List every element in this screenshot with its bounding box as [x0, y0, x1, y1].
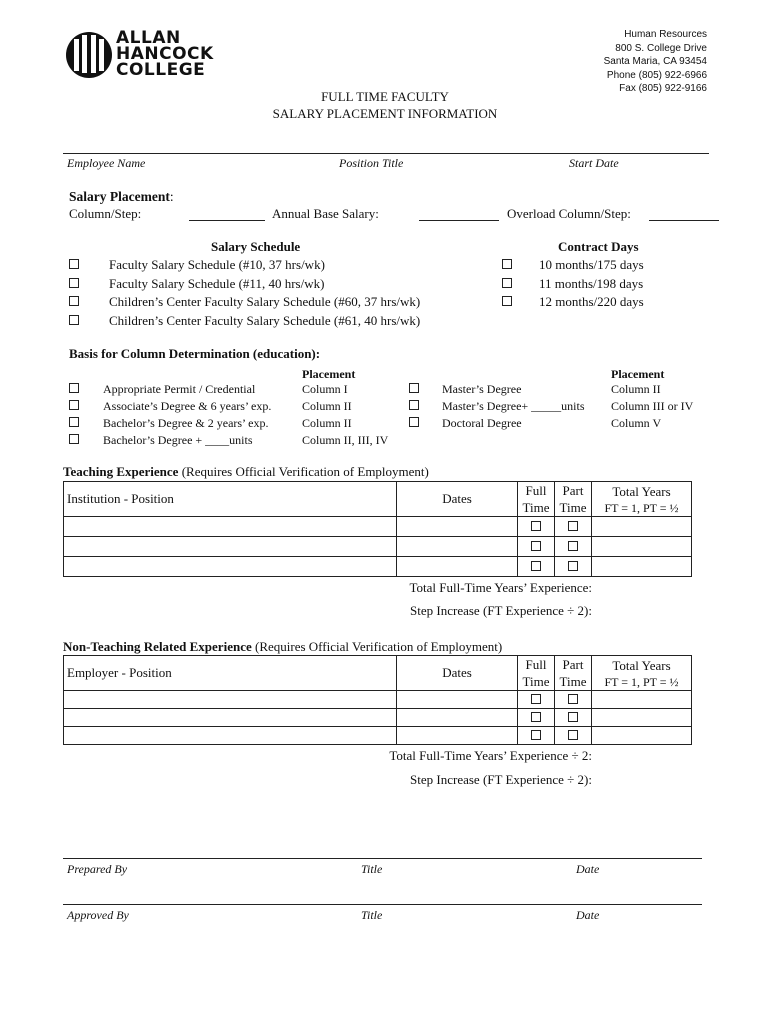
checkbox[interactable]: [568, 521, 578, 531]
checkbox[interactable]: [69, 296, 79, 306]
col-total-line1: Total Years: [612, 658, 671, 673]
basis-option[interactable]: [69, 415, 399, 432]
checkbox[interactable]: [568, 694, 578, 704]
nonteaching-table: [63, 655, 692, 745]
checkbox[interactable]: [69, 315, 79, 325]
nonteaching-heading-note: (Requires Official Verification of Employment): [251, 639, 503, 654]
basis-option-label: Master’s Degree: [442, 382, 522, 396]
col-dates: Dates: [397, 656, 518, 691]
approved-signature-line[interactable]: [63, 904, 702, 905]
full-time-cell: [518, 517, 555, 537]
schedule-option[interactable]: [69, 293, 420, 312]
total-years-cell[interactable]: [592, 727, 692, 745]
contract-days-list: [502, 256, 644, 312]
total-years-cell[interactable]: [592, 691, 692, 709]
checkbox[interactable]: [531, 561, 541, 571]
table-row: [64, 727, 692, 745]
nonteaching-total-label: Total Full-Time Years’ Experience ÷ 2:: [389, 748, 592, 763]
prepared-title-label: Title: [361, 862, 383, 876]
col-part-line1: Part: [562, 483, 584, 498]
annual-salary-field[interactable]: [419, 220, 499, 221]
teaching-total-label: Total Full-Time Years’ Experience:: [409, 580, 592, 595]
full-time-cell: [518, 709, 555, 727]
col-institution: Institution - Position: [64, 482, 397, 517]
checkbox[interactable]: [568, 712, 578, 722]
col-full-line1: Full: [525, 657, 547, 672]
checkbox[interactable]: [409, 417, 419, 427]
approved-by-label: Approved By: [67, 908, 129, 922]
column-step-field[interactable]: [189, 220, 265, 221]
checkbox[interactable]: [568, 541, 578, 551]
basis-option-label: Master’s Degree+ _____units: [442, 399, 585, 413]
position-title-label: Position Title: [339, 156, 404, 170]
approved-date-label: Date: [576, 908, 600, 922]
part-time-cell: [555, 557, 592, 577]
basis-option[interactable]: [69, 398, 399, 415]
contract-option-label: 11 months/198 days: [539, 275, 644, 291]
salary-placement-heading: [69, 189, 174, 205]
contact-city: Santa Maria, CA 93454: [603, 56, 707, 67]
basis-heading: Basis for Column Determination (education):: [69, 346, 321, 361]
col-full-time: [518, 482, 555, 517]
institution-cell[interactable]: [64, 517, 397, 537]
col-total-line2: FT = 1, PT = ½: [604, 501, 679, 515]
overload-label: Overload Column/Step:: [507, 206, 631, 221]
full-time-cell: [518, 557, 555, 577]
checkbox[interactable]: [531, 694, 541, 704]
employer-cell[interactable]: [64, 727, 397, 745]
schedule-option-label: Faculty Salary Schedule (#10, 37 hrs/wk): [109, 257, 325, 272]
basis-placement: Column III or IV: [611, 399, 694, 413]
total-years-cell[interactable]: [592, 557, 692, 577]
checkbox[interactable]: [502, 296, 512, 306]
col-total-years: [592, 656, 692, 691]
contract-option[interactable]: [502, 293, 644, 312]
contact-street: 800 S. College Drive: [615, 42, 707, 54]
logo-line-allan: ALLAN: [116, 28, 181, 48]
dates-cell[interactable]: [397, 691, 518, 709]
contact-phone: Phone (805) 922-6966: [606, 69, 707, 81]
salary-heading-colon: :: [169, 189, 174, 204]
checkbox[interactable]: [409, 400, 419, 410]
dates-cell[interactable]: [397, 517, 518, 537]
col-part-line2: Time: [559, 500, 587, 515]
checkbox[interactable]: [531, 521, 541, 531]
full-time-cell: [518, 727, 555, 745]
col-full-line1: Full: [525, 483, 547, 498]
teaching-heading-bold: Teaching Experience: [63, 464, 179, 479]
col-employer: Employer - Position: [64, 656, 397, 691]
teaching-step-label: Step Increase (FT Experience ÷ 2):: [410, 603, 592, 618]
basis-right-list: [409, 381, 709, 432]
part-time-cell: [555, 517, 592, 537]
checkbox[interactable]: [568, 730, 578, 740]
col-full-line2: Time: [522, 674, 550, 689]
basis-option-label: Associate’s Degree & 6 years’ exp.: [103, 399, 272, 413]
col-total-line1: Total Years: [612, 484, 671, 499]
employer-cell[interactable]: [64, 691, 397, 709]
full-time-cell: [518, 691, 555, 709]
basis-placement: Column V: [611, 416, 662, 430]
table-header-row: [64, 656, 692, 691]
prepared-signature-line[interactable]: [63, 858, 702, 859]
col-part-time: [555, 656, 592, 691]
checkbox[interactable]: [69, 417, 79, 427]
teaching-heading-note: (Requires Official Verification of Employment): [178, 464, 429, 479]
basis-option-label: Appropriate Permit / Credential: [103, 382, 256, 396]
column-step-label: Column/Step:: [69, 206, 142, 221]
contract-option-label: 12 months/220 days: [539, 294, 644, 309]
part-time-cell: [555, 537, 592, 557]
prepared-date-label: Date: [576, 862, 600, 876]
dates-cell[interactable]: [397, 709, 518, 727]
institution-cell[interactable]: [64, 537, 397, 557]
basis-option[interactable]: [409, 415, 709, 432]
basis-option-label: Bachelor’s Degree & 2 years’ exp.: [103, 416, 269, 430]
institution-cell[interactable]: [64, 557, 397, 577]
schedule-option-label: Children’s Center Faculty Salary Schedule (#61, 40 hrs/wk): [109, 312, 421, 328]
schedule-option-label: Faculty Salary Schedule (#11, 40 hrs/wk): [109, 275, 325, 291]
basis-option[interactable]: [69, 381, 399, 398]
table-row: [64, 691, 692, 709]
col-full-line2: Time: [522, 500, 550, 515]
college-seal-icon: [64, 30, 114, 80]
basis-placement: Column II, III, IV: [302, 433, 389, 447]
page-title: [235, 88, 535, 122]
basis-option[interactable]: [409, 381, 709, 398]
checkbox[interactable]: [502, 259, 512, 269]
checkbox[interactable]: [502, 278, 512, 288]
table-row: [64, 537, 692, 557]
col-part-line2: Time: [559, 674, 587, 689]
employee-info-line: [63, 153, 709, 154]
teaching-heading: [63, 464, 429, 480]
nonteaching-heading-bold: Non-Teaching Related Experience: [63, 639, 252, 654]
checkbox[interactable]: [531, 541, 541, 551]
total-years-cell[interactable]: [592, 517, 692, 537]
col-full-time: [518, 656, 555, 691]
checkbox[interactable]: [409, 383, 419, 393]
table-row: [64, 557, 692, 577]
checkbox[interactable]: [69, 259, 79, 269]
contract-option[interactable]: [502, 256, 644, 275]
contact-fax: Fax (805) 922-9166: [619, 83, 707, 94]
col-part-line1: Part: [562, 657, 584, 672]
col-total-line2: FT = 1, PT = ½: [604, 675, 679, 689]
college-logo: [64, 30, 234, 82]
basis-option[interactable]: [409, 398, 709, 415]
approved-title-label: Title: [361, 908, 383, 922]
salary-schedule-heading: Salary Schedule: [211, 239, 301, 254]
nonteaching-step-label: Step Increase (FT Experience ÷ 2):: [410, 772, 592, 787]
logo-line-hancock: HANCOCK: [116, 44, 214, 64]
overload-field[interactable]: [649, 220, 719, 221]
schedule-option-label: Children’s Center Faculty Salary Schedule (#60, 37 hrs/wk): [109, 294, 421, 309]
basis-left-list: [69, 381, 399, 449]
basis-placement: Column I: [302, 382, 348, 396]
total-years-cell[interactable]: [592, 709, 692, 727]
basis-placement: Column II: [611, 382, 661, 396]
part-time-cell: [555, 691, 592, 709]
part-time-cell: [555, 727, 592, 745]
part-time-cell: [555, 709, 592, 727]
basis-option[interactable]: [69, 432, 399, 449]
full-time-cell: [518, 537, 555, 557]
checkbox[interactable]: [69, 278, 79, 288]
contact-block: [604, 28, 707, 96]
checkbox[interactable]: [69, 434, 79, 444]
table-header-row: [64, 482, 692, 517]
dates-cell[interactable]: [397, 727, 518, 745]
basis-option-label: Doctoral Degree: [442, 416, 522, 430]
basis-placement: Column II: [302, 399, 352, 413]
checkbox[interactable]: [531, 730, 541, 740]
checkbox[interactable]: [69, 400, 79, 410]
schedule-option[interactable]: [69, 312, 420, 331]
dates-cell[interactable]: [397, 557, 518, 577]
teaching-table: [63, 481, 692, 577]
contract-option[interactable]: [502, 275, 644, 294]
contact-dept: Human Resources: [624, 29, 707, 40]
checkbox[interactable]: [568, 561, 578, 571]
table-row: [64, 517, 692, 537]
employer-cell[interactable]: [64, 709, 397, 727]
col-dates: Dates: [397, 482, 518, 517]
col-total-years: [592, 482, 692, 517]
placement-header-right: Placement: [611, 367, 665, 381]
basis-option-label: Bachelor’s Degree + ____units: [103, 433, 253, 447]
logo-line-college: COLLEGE: [116, 60, 206, 80]
placement-header-left: Placement: [302, 367, 356, 381]
col-part-time: [555, 482, 592, 517]
start-date-label: Start Date: [569, 156, 619, 170]
annual-salary-label: Annual Base Salary:: [272, 206, 379, 221]
contract-option-label: 10 months/175 days: [539, 257, 644, 272]
salary-schedule-list: [69, 256, 420, 330]
schedule-option[interactable]: [69, 275, 420, 294]
prepared-by-label: Prepared By: [67, 862, 128, 876]
basis-placement: Column II: [302, 416, 352, 430]
title-line-1: FULL TIME FACULTY: [321, 89, 449, 104]
schedule-option[interactable]: [69, 256, 420, 275]
checkbox[interactable]: [531, 712, 541, 722]
contract-days-heading: Contract Days: [558, 239, 639, 254]
checkbox[interactable]: [69, 383, 79, 393]
table-row: [64, 709, 692, 727]
nonteaching-heading: [63, 639, 502, 655]
employee-name-label: Employee Name: [67, 156, 146, 170]
dates-cell[interactable]: [397, 537, 518, 557]
total-years-cell[interactable]: [592, 537, 692, 557]
salary-heading-text: Salary Placement: [69, 189, 170, 204]
title-line-2: SALARY PLACEMENT INFORMATION: [272, 106, 498, 121]
